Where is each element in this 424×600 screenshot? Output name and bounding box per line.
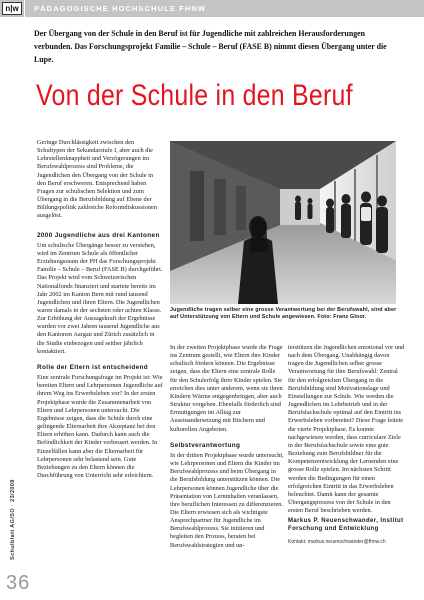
subheading-selbstverantwortung: Selbstverantwortung xyxy=(170,441,241,449)
subheading-eltern: Rolle der Eltern ist entscheidend xyxy=(37,363,148,371)
contact-email: Kontakt: markus.neuenschwander@fhnw.ch xyxy=(288,538,386,545)
text-column-1 xyxy=(37,139,163,480)
page-number: 36 xyxy=(6,572,31,594)
logo: n|w xyxy=(2,2,22,15)
article-title: Von der Schule in den Beruf xyxy=(36,79,353,112)
text-column-2 xyxy=(170,344,284,550)
text-column-3 xyxy=(288,344,406,546)
body-paragraph: Eine zentrale Forschungsfrage im Projekt ist: Wie bereiten Eltern und Lehrpersonen Jugendliche auf ihrem Weg ins Erwerbsleben vor? In der ersten Projektphase wurde die Zusammenarbeit von Eltern und Lehrpersonen untersucht. Die Ergebnisse zeigen, dass die Schule durch eine gelingende Elternarbeit ihre Akzeptanz bei den Eltern erhöhen kann. Dadurch kann auch die Befindlichkeit der Kinder verbessert werden. In Einzelfällen kann aber die Elternarbeit für Lehrpersonen sehr belastend sein. Gute Beziehungen zu den Eltern können die Durchführung von Unterricht sehr erleichtern. xyxy=(37,374,163,480)
logo-divider xyxy=(24,0,25,17)
header-bar xyxy=(0,0,424,17)
photo-caption: Jugendliche tragen selber eine grosse Verantwortung bei der Berufswahl, sind aber auf Unterstützung von Eltern und Schule angewiesen. Foto: Franz Gloor. xyxy=(170,307,397,320)
body-paragraph: In der dritten Projektphase wurde untersucht, wie Lehrpersonen und Eltern die Kinder im Berufswahlprozess und beim Übergang in die Berufsbildung unterstützen können. Die Lehrpersonen können Jugendliche über die Präsentation von Lerninhalten veranlassen, ihre beruflichen Interessen zu differenzieren. Die Eltern erwiesen sich als wichtigste Ansprechpartner für Jugendliche im Berufswahlprozess. Sie initiieren und begleiten den Prozess, beraten bei Berufswahlstrategien und un- xyxy=(170,451,284,549)
intro-paragraph: Geringe Durchlässigkeit zwischen den Schultypen der Sekundarstufe I, aber auch die Lehrstellenknappheit und Verzögerungen im Berufswahlprozess sind Probleme, die Jugendlichen den Übergang von der Schule in den Beruf erschweren. Entsprechend haben Fragen zur schulischen Selektion und zum Übergang in die Berufsbildung auf Ebene der Bildungspolitik zahlreiche Reformdiskussionen ausgelöst. xyxy=(37,139,157,220)
school-hallway-photo xyxy=(170,141,396,304)
author-line: Markus P. Neuenschwander, Institut Forschung und Entwicklung xyxy=(288,518,404,533)
lead-paragraph: Der Übergang von der Schule in den Beruf ist für Jugendliche mit zahlreichen Herausforderungen verbunden. Das Forschungsprojekt Familie – Schule – Beruf (FASE B) nimmt diesen Übergang unter die Lupe. xyxy=(34,29,387,64)
journal-issue-label: Schulblatt AG/SO · 23/2008 xyxy=(10,479,16,560)
organization-name: PÄDAGOGISCHE HOCHSCHULE FHNW xyxy=(34,4,207,13)
subheading-jugendliche: 2000 Jugendliche aus drei Kantonen xyxy=(37,231,160,239)
body-paragraph: Um schulische Übergänge besser zu verstehen, wird im Zentrum Schule als öffentlicher Erziehungsraum der PH das Forschungsprojekt Familie – Schule – Beruf (FASE B) durchgeführt. Das Projekt wird vom Schweizerischen Nationalfonds finanziert und startete bereits im Jahr 2002 im Kanton Bern mit rund tausend Jugendlichen und ihren Eltern. Die Jugendlichen waren damals in der sechsten oder achten Klasse. Zur Erhöhung der Aussagekraft der Ergebnisse wurden vor zwei Jahren tausend Jugendliche aus den Kantonen Aargau und Zürich zusätzlich in die Studie einbezogen und seither jährlich kontaktiert. xyxy=(37,241,163,355)
body-paragraph: In der zweiten Projektphase wurde die Frage ins Zentrum gestellt, wie Eltern ihre Kinder schulisch fördern können. Die Ergebnisse zeigen, dass die Eltern eine zentrale Rolle für den Schulerfolg ihrer Kinder spielen. Sie erreichen dies unter anderem, wenn sie ihren Kindern Wärme entgegenbringen, aber auch Struktur vorgeben. Ebenfalls förderlich sind Ermutigungen im Alltag zur Auseinandersetzung mit Büchern und kulturellen Angeboten. xyxy=(170,344,283,433)
body-paragraph: terstützen die Jugendlichen emotional vor und nach dem Übergang. Unabhängig davon tragen die Jugendlichen selber grosse Verantwortung für ihre Berufswahl: Zentral für den erfolgreichen Übergang in die Berufsbildung sind Motivationslage und Einstellungen zur Schule. Wie werden die Jugendlichen im Lehrbetrieb und in der Berufsfachschule optimal auf den Eintritt ins Erwerbsleben vorbereitet? Diese Frage leitete die vierte Projektphase. Es konnte nachgewiesen werden, dass curriculare Ziele in der Berufsfachschule sowie eine gute Beziehung zum Berufsbildner für die Kompetenzentwicklung der Lernenden eine grosse Rolle spielen. Im nächsten Schritt werden die Bedingungen für einen erfolgreichen Eintritt in das Erwerbsleben beleuchtet. Damit kann der gesamte Übergangsprozess von der Schule in den ersten Beruf beschrieben werden. xyxy=(288,344,405,515)
